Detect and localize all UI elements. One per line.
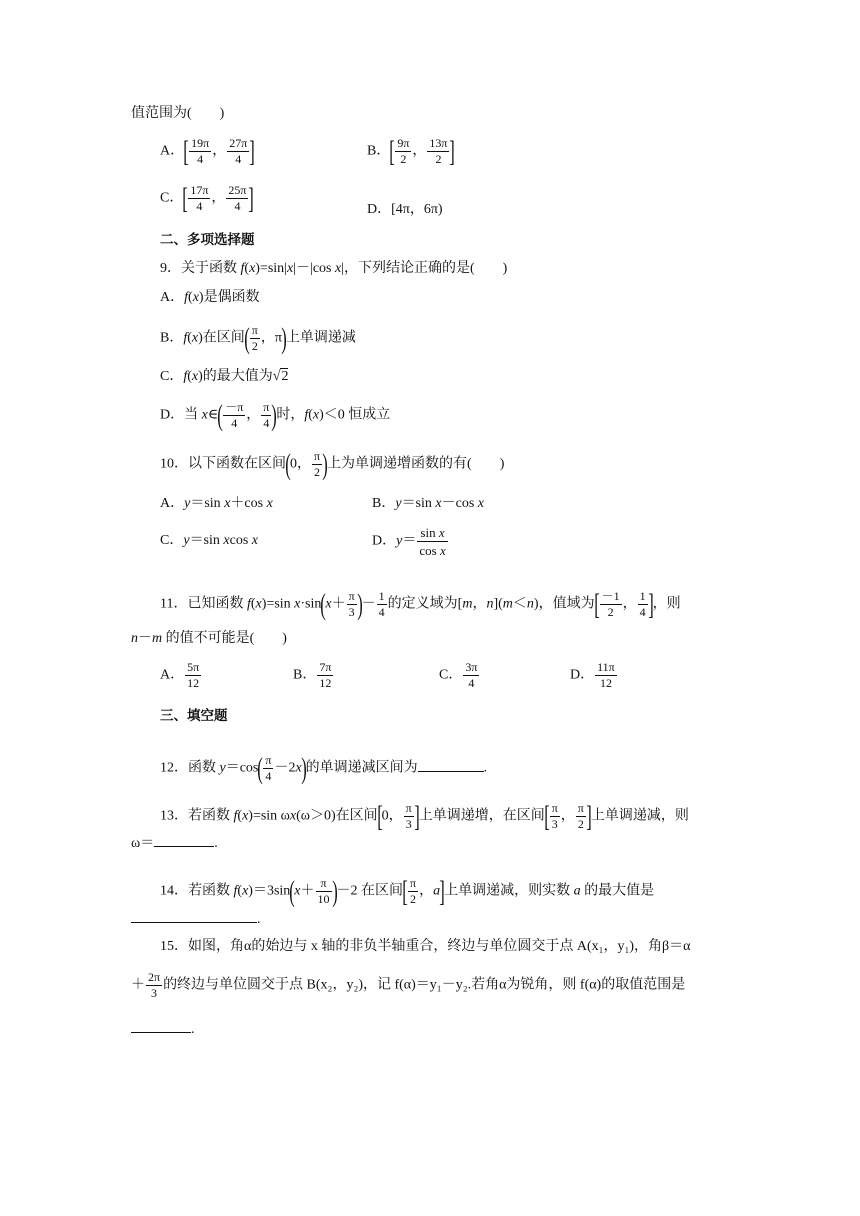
q9-option-d[interactable]: D．当 x∈( $\frac{-\pi}{4}$ ， $\frac{\pi}{4}$ )时，f(x)＜0 恒成立 [160,398,391,432]
q8-option-b[interactable]: B．[ $\frac{9\pi}{2}$ ， $\frac{13\pi}{2}$ ] [367,134,456,168]
q11-option-a[interactable]: A． $\frac{5\pi}{12}$ [160,660,200,690]
q8-option-c[interactable]: C．[ $\frac{17\pi}{4}$ ， $\frac{25\pi}{4}$ ] [160,181,255,215]
q11-option-b[interactable]: B． $\frac{7\pi}{12}$ [293,660,332,690]
section-heading-fill-in: 三、填空题 [160,708,228,724]
q9-option-b[interactable]: B．f(x)在区间( $\frac{\pi}{2}$ ，π)上单调递减 [160,321,356,355]
q8-option-d[interactable]: D．[4π，6π) [367,202,443,217]
q11-option-c[interactable]: C． $\frac{3\pi}{4}$ [439,660,478,690]
q11-stem: 11．已知函数 f(x)=sin x·sin(x＋ $\frac{\pi}{3}$ )－ $\frac{1}{4}$ 的定义域为[m，n](m＜n)，值域为[ $\frac{-1}{2}$ ， $\frac{1}{4}$ ]，则 [160,587,681,621]
q13-answer-blank[interactable] [154,834,214,847]
q10-option-d[interactable]: D．y＝ $\frac{\text{sin x}}{\text{cos x}}$ [372,525,446,558]
q15-stem-line3: . [131,1020,195,1040]
q15-answer-blank[interactable] [131,1020,191,1033]
q11-stem-line2: n－m 的值不可能是( ) [131,631,287,646]
q11-option-d[interactable]: D． $\frac{11\pi}{12}$ [570,660,615,690]
q10-option-c[interactable]: C．y＝sin xcos x [160,533,259,548]
q10-option-b[interactable]: B．y＝sin x－cos x [372,496,485,511]
q12-answer-blank[interactable] [418,759,484,772]
q8-stem-tail: 值范围为( ) [131,106,225,121]
q14-stem-line2: . [131,910,261,930]
q13-stem-line2: ω＝ . [131,836,218,851]
q15-stem-line1: 15．如图，角α的始边与 x 轴的非负半轴重合，终边与单位圆交于点 A(x₁，y₁)，角β＝α [160,939,691,954]
q8-option-a[interactable]: A．[ $\frac{19\pi}{4}$ ， $\frac{27\pi}{4}$ ] [160,134,255,168]
q14-answer-blank[interactable] [131,910,257,923]
q9-option-a[interactable]: A．f(x)是偶函数 [160,290,260,305]
q10-option-a[interactable]: A．y＝sin x＋cos x [160,496,273,511]
q9-stem: 9．关于函数 f(x)=sin|x|－|cos x|，下列结论正确的是( ) [160,261,508,276]
q9-option-c[interactable]: C．f(x)的最大值为√2 [160,369,289,384]
q14-stem: 14．若函数 f(x)＝3sin(x＋ $\frac{\pi}{10}$ )－2 在区间[ $\frac{\pi}{2}$ ，a]上单调递减，则实数 a 的最大值是 [160,874,655,908]
q12-stem: 12．函数 y＝cos( $\frac{\pi}{4}$ －2x)的单调递减区间为 . [160,751,488,785]
q13-stem: 13．若函数 f(x)=sin ωx(ω＞0)在区间[0， $\frac{\pi}{3}$ ]上单调递增，在区间[ $\frac{\pi}{3}$ ， $\frac{\pi}{2}$ ]上单调递减，则 [160,799,689,833]
q15-stem-line2: ＋ $\frac{2\pi}{3}$ 的终边与单位圆交于点 B(x₂，y₂)，记 f(α)＝y₁－y₂.若角α为锐角，则 f(α)的取值范围是 [131,970,686,1000]
q10-stem: 10．以下函数在区间(0， $\frac{\pi}{2}$ )上为单调递增函数的有( ) [160,447,505,481]
section-heading-multiple-choice: 二、多项选择题 [160,232,255,248]
